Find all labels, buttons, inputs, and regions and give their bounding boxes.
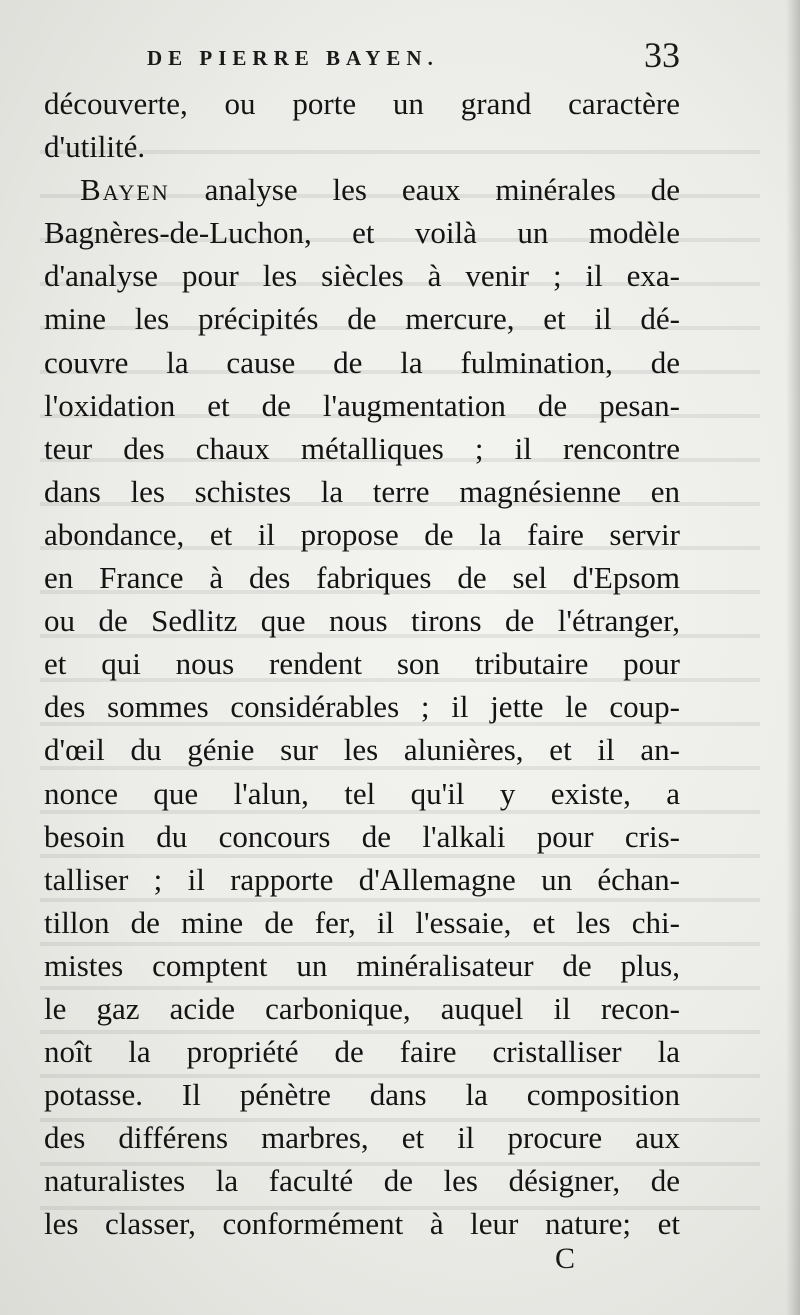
text-line: talliser ; il rapporte d'Allemagne un échan- (44, 861, 680, 897)
name-smallcaps: Bayen (80, 172, 170, 208)
text-line: besoin du concours de l'alkali pour cris- (44, 818, 680, 854)
text-line: les classer, conformément à leur nature; et (44, 1206, 680, 1242)
text-line: potasse. Il pénètre dans la composition (44, 1077, 680, 1113)
text-line-rest: analyse les eaux minérales de (169, 172, 680, 208)
text-line: des sommes considérables ; il jette le coup- (44, 689, 680, 725)
text-line (44, 168, 680, 211)
text-line: d'analyse pour les siècles à venir ; il exa- (44, 258, 680, 294)
text-line: découverte, ou porte un grand caractère (44, 86, 680, 121)
text-line: le gaz acide carbonique, auquel il recon- (44, 990, 680, 1026)
text-line: d'œil du génie sur les alunières, et il an- (44, 732, 680, 768)
text-line: couvre la cause de la fulmination, de (44, 344, 680, 380)
text-line: d'utilité. (44, 129, 146, 165)
text-line: dans les schistes la terre magnésienne en (44, 473, 680, 509)
text-line: ou de Sedlitz que nous tirons de l'étranger, (44, 603, 680, 639)
text-line: des différens marbres, et il procure aux (44, 1120, 680, 1156)
page-header (44, 28, 680, 84)
text-line: noît la propriété de faire cristalliser la (44, 1034, 680, 1070)
page-number: 33 (644, 35, 680, 75)
text-line: mine les précipités de mercure, et il dé- (44, 301, 680, 337)
running-head: DE PIERRE BAYEN. (147, 46, 439, 70)
text-line: abondance, et il propose de la faire servir (44, 516, 680, 552)
text-line: teur des chaux métalliques ; il rencontre (44, 430, 680, 466)
text-line: et qui nous rendent son tributaire pour (44, 646, 680, 682)
text-line: mistes comptent un minéralisateur de plus, (44, 947, 680, 983)
text-line: en France à des fabriques de sel d'Epsom (44, 560, 680, 596)
text-line: tillon de mine de fer, il l'essaie, et les chi- (44, 904, 680, 940)
text-line: l'oxidation et de l'augmentation de pesan- (44, 387, 680, 423)
signature-mark: C (555, 1242, 576, 1275)
text-line: Bagnères-de-Luchon, et voilà un modèle (44, 215, 680, 251)
body-text (44, 82, 680, 1246)
text-line: nonce que l'alun, tel qu'il y existe, a (44, 775, 680, 811)
text-line: naturalistes la faculté de les désigner, de (44, 1163, 680, 1199)
page-gutter-shadow (786, 0, 800, 1315)
